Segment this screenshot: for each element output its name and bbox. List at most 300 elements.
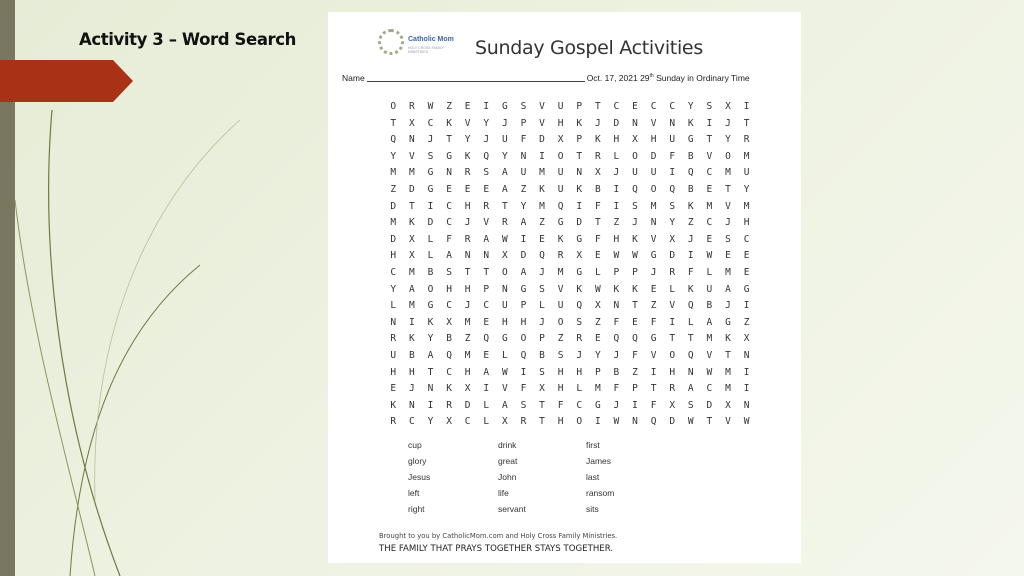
grid-letter: T xyxy=(539,416,545,428)
grid-letter: M xyxy=(390,217,397,229)
grid-letter: T xyxy=(390,117,397,129)
grid-letter: U xyxy=(557,167,564,179)
grid-letter: Z xyxy=(613,217,620,229)
grid-letter: C xyxy=(706,383,713,395)
grid-letter: U xyxy=(743,167,750,179)
grid-letter: J xyxy=(613,399,620,411)
grid-letter: X xyxy=(446,316,452,328)
grid-letter: C xyxy=(483,300,490,312)
grid-letter: C xyxy=(650,101,657,112)
grid-letter: J xyxy=(501,117,508,129)
grid-letter: V xyxy=(725,200,731,212)
grid-letter: V xyxy=(464,117,471,129)
grid-letter: K xyxy=(576,183,583,195)
grid-letter: F xyxy=(669,150,676,162)
grid-letter: R xyxy=(669,266,676,278)
grid-letter: I xyxy=(613,200,620,212)
grid-letter: N xyxy=(501,283,508,295)
grid-letter: N xyxy=(632,416,638,428)
grid-letter: R xyxy=(501,217,508,229)
grid-letter: C xyxy=(390,266,397,278)
grid-letter: R xyxy=(520,416,527,428)
grid-letter: X xyxy=(669,233,676,245)
grid-letter: J xyxy=(650,266,657,278)
grid-letter: H xyxy=(464,283,471,295)
grid-letter: X xyxy=(557,134,564,146)
grid-letter: R xyxy=(669,383,676,395)
grid-letter: Y xyxy=(464,134,471,146)
grid-letter: I xyxy=(706,117,713,129)
grid-letter: D xyxy=(520,250,527,262)
grid-letter: Q xyxy=(539,250,545,262)
grid-letter: N xyxy=(687,366,694,378)
grid-letter: M xyxy=(539,167,545,179)
grid-letter: C xyxy=(706,167,713,179)
grid-letter: T xyxy=(669,333,676,345)
grid-letter: K xyxy=(446,383,452,395)
grid-letter: J xyxy=(464,217,471,229)
grid-letter: S xyxy=(669,200,676,212)
grid-letter: K xyxy=(613,283,620,295)
grid-letter: Q xyxy=(632,333,638,345)
grid-letter: V xyxy=(409,150,415,162)
grid-letter: E xyxy=(464,101,471,112)
grid-letter: C xyxy=(409,416,415,428)
grid-letter: E xyxy=(706,233,713,245)
grid-letter: Q xyxy=(483,333,490,345)
grid-letter: E xyxy=(706,183,713,195)
grid-letter: I xyxy=(687,250,694,262)
grid-letter: Q xyxy=(390,134,397,146)
grid-letter: A xyxy=(501,183,508,195)
credit-line: Brought to you by CatholicMom.com and Holy Cross Family Ministries. xyxy=(379,532,618,540)
grid-letter: J xyxy=(725,300,731,312)
grid-letter: C xyxy=(446,217,452,229)
grid-letter: A xyxy=(706,316,713,328)
grid-letter: I xyxy=(743,101,750,112)
grid-letter: H xyxy=(446,283,452,295)
grid-letter: R xyxy=(594,150,601,162)
grid-letter: S xyxy=(557,349,564,361)
grid-letter: R xyxy=(390,333,397,345)
grid-letter: E xyxy=(594,250,601,262)
grid-letter: R xyxy=(464,167,471,179)
name-label: Name xyxy=(342,73,365,83)
grid-letter: D xyxy=(669,250,676,262)
grid-letter: S xyxy=(520,101,527,112)
grid-letter: F xyxy=(632,349,638,361)
grid-letter: U xyxy=(557,101,564,112)
grid-letter: I xyxy=(483,383,490,395)
grid-letter: L xyxy=(390,300,397,312)
grid-letter: U xyxy=(650,167,657,179)
grid-letter: G xyxy=(650,250,657,262)
grid-letter: Z xyxy=(390,183,397,195)
grid-letter: S xyxy=(687,399,694,411)
grid-letter: M xyxy=(743,200,750,212)
grid-letter: C xyxy=(743,233,750,245)
grid-letter: U xyxy=(520,167,527,179)
grid-letter: O xyxy=(669,349,676,361)
grid-letter: I xyxy=(613,183,620,195)
grid-letter: E xyxy=(632,101,638,112)
grid-letter: K xyxy=(557,233,564,245)
grid-letter: K xyxy=(594,134,601,146)
grid-letter: N xyxy=(743,399,750,411)
grid-letter: A xyxy=(725,283,731,295)
grid-letter: I xyxy=(632,399,638,411)
grid-letter: D xyxy=(613,117,620,129)
grid-letter: J xyxy=(576,349,583,361)
grid-letter: Q xyxy=(613,333,620,345)
grid-letter: L xyxy=(613,150,620,162)
grid-letter: T xyxy=(594,217,601,229)
grid-letter: G xyxy=(650,333,657,345)
grid-letter: M xyxy=(725,266,731,278)
grid-letter: K xyxy=(687,200,694,212)
grid-letter: O xyxy=(650,183,657,195)
grid-letter: U xyxy=(501,300,508,312)
grid-letter: J xyxy=(613,167,620,179)
grid-letter: P xyxy=(520,300,527,312)
grid-letter: L xyxy=(706,266,713,278)
grid-letter: E xyxy=(650,283,657,295)
grid-letter: H xyxy=(557,383,564,395)
grid-letter: N xyxy=(520,150,527,162)
grid-letter: S xyxy=(539,283,545,295)
grid-letter: W xyxy=(427,101,434,112)
grid-letter: S xyxy=(446,266,452,278)
grid-letter: S xyxy=(483,167,490,179)
word-list-item: Jesus xyxy=(408,472,431,482)
grid-letter: H xyxy=(669,366,676,378)
grid-letter: Z xyxy=(687,217,694,229)
grid-letter: M xyxy=(706,333,713,345)
grid-letter: J xyxy=(539,316,545,328)
grid-letter: O xyxy=(557,316,564,328)
grid-letter: H xyxy=(613,233,620,245)
grid-letter: M xyxy=(409,167,415,179)
grid-letter: A xyxy=(501,167,508,179)
grid-letter: S xyxy=(539,366,545,378)
grid-letter: J xyxy=(613,349,620,361)
grid-letter: A xyxy=(520,266,527,278)
grid-letter: L xyxy=(576,383,583,395)
grid-letter: P xyxy=(520,117,527,129)
grid-letter: R xyxy=(483,200,490,212)
grid-letter: E xyxy=(632,316,638,328)
word-list-item: James xyxy=(586,456,612,466)
grid-letter: M xyxy=(409,266,415,278)
grid-letter: R xyxy=(446,399,452,411)
grid-letter: C xyxy=(446,366,452,378)
grid-letter: I xyxy=(520,366,527,378)
grid-letter: K xyxy=(576,283,583,295)
grid-letter: B xyxy=(409,349,415,361)
grid-letter: Z xyxy=(539,217,545,229)
grid-letter: F xyxy=(613,316,620,328)
grid-letter: F xyxy=(687,266,694,278)
slide-title: Activity 3 – Word Search xyxy=(79,30,297,49)
grid-letter: Q xyxy=(687,167,694,179)
grid-letter: U xyxy=(501,134,508,146)
grid-letter: D xyxy=(539,134,545,146)
grid-letter: Y xyxy=(725,134,731,146)
grid-letter: X xyxy=(446,416,452,428)
grid-letter: Y xyxy=(427,416,434,428)
grid-letter: I xyxy=(743,366,750,378)
grid-letter: H xyxy=(743,217,750,229)
grid-letter: N xyxy=(464,250,471,262)
date-suffix: th xyxy=(649,73,654,80)
grid-letter: L xyxy=(427,250,434,262)
grid-letter: B xyxy=(687,183,694,195)
grid-letter: W xyxy=(687,416,694,428)
grid-letter: U xyxy=(557,183,564,195)
grid-letter: T xyxy=(483,266,490,278)
word-list-item: John xyxy=(498,472,517,482)
grid-letter: M xyxy=(464,349,471,361)
grid-letter: G xyxy=(427,183,434,195)
grid-letter: L xyxy=(483,399,490,411)
grid-letter: X xyxy=(409,250,415,262)
grid-letter: M xyxy=(539,200,545,212)
grid-letter: K xyxy=(632,233,638,245)
grid-letter: M xyxy=(706,200,713,212)
grid-letter: A xyxy=(520,217,527,229)
grid-letter: O xyxy=(576,416,583,428)
grid-letter: N xyxy=(446,167,452,179)
grid-letter: T xyxy=(706,416,713,428)
grid-letter: C xyxy=(669,101,676,112)
grid-letter: R xyxy=(743,134,750,146)
grid-letter: M xyxy=(743,150,750,162)
grid-letter: I xyxy=(539,150,545,162)
word-list-item: drink xyxy=(498,440,517,450)
grid-letter: Y xyxy=(390,150,397,162)
grid-letter: B xyxy=(594,183,601,195)
grid-letter: R xyxy=(409,101,415,112)
grid-letter: Y xyxy=(427,333,434,345)
grid-letter: W xyxy=(501,233,508,245)
grid-letter: D xyxy=(390,200,397,212)
word-list-item: cup xyxy=(408,440,422,450)
grid-letter: D xyxy=(669,416,676,428)
grid-letter: I xyxy=(669,167,676,179)
grid-letter: Q xyxy=(650,416,657,428)
grid-letter: K xyxy=(446,117,452,129)
grid-letter: X xyxy=(594,300,601,312)
grid-letter: M xyxy=(409,300,415,312)
grid-letter: B xyxy=(687,150,694,162)
grid-letter: J xyxy=(594,117,601,129)
grid-letter: J xyxy=(464,300,471,312)
grid-letter: V xyxy=(650,117,657,129)
worksheet-title: Sunday Gospel Activities xyxy=(475,37,703,59)
grid-letter: I xyxy=(427,399,434,411)
grid-letter: X xyxy=(594,167,601,179)
grid-letter: K xyxy=(427,316,434,328)
grid-letter: J xyxy=(725,217,731,229)
grid-letter: X xyxy=(501,250,508,262)
grid-letter: W xyxy=(632,250,638,262)
grid-letter: K xyxy=(464,150,471,162)
grid-letter: T xyxy=(650,383,657,395)
grid-letter: N xyxy=(427,383,434,395)
grid-letter: E xyxy=(725,250,731,262)
grid-letter: E xyxy=(539,233,545,245)
grid-letter: X xyxy=(409,233,415,245)
grid-letter: E xyxy=(483,183,490,195)
grid-letter: K xyxy=(687,117,694,129)
grid-letter: Q xyxy=(446,349,452,361)
grid-letter: H xyxy=(557,366,564,378)
grid-letter: D xyxy=(576,217,583,229)
grid-letter: P xyxy=(632,266,638,278)
grid-letter: H xyxy=(464,200,471,212)
name-date-row xyxy=(342,73,750,83)
grid-letter: P xyxy=(632,383,638,395)
grid-letter: P xyxy=(576,134,583,146)
grid-letter: S xyxy=(520,399,527,411)
grid-letter: J xyxy=(427,134,434,146)
grid-letter: T xyxy=(725,183,731,195)
grid-letter: X xyxy=(409,117,415,129)
grid-letter: V xyxy=(725,416,731,428)
grid-letter: G xyxy=(427,167,434,179)
grid-letter: H xyxy=(464,366,471,378)
grid-letter: S xyxy=(427,150,434,162)
grid-letter: E xyxy=(446,183,452,195)
grid-letter: H xyxy=(390,366,397,378)
grid-letter: G xyxy=(576,266,583,278)
grid-letter: D xyxy=(706,399,713,411)
word-list-item: great xyxy=(498,456,518,466)
grid-letter: K xyxy=(687,283,694,295)
grid-letter: G xyxy=(594,399,601,411)
grid-letter: I xyxy=(520,233,527,245)
grid-letter: G xyxy=(576,233,583,245)
grid-letter: M xyxy=(464,316,471,328)
grid-letter: W xyxy=(613,250,620,262)
grid-letter: M xyxy=(594,383,601,395)
grid-letter: W xyxy=(743,416,750,428)
grid-letter: N xyxy=(743,349,750,361)
grid-letter: P xyxy=(539,333,545,345)
grid-letter: H xyxy=(390,250,397,262)
grid-letter: B xyxy=(613,366,620,378)
grid-letter: T xyxy=(725,349,731,361)
grid-letter: N xyxy=(613,300,620,312)
grid-letter: R xyxy=(576,333,583,345)
grid-letter: T xyxy=(706,134,713,146)
grid-letter: I xyxy=(743,383,750,395)
grid-letter: K xyxy=(576,117,583,129)
grid-letter: F xyxy=(520,134,527,146)
grid-letter: C xyxy=(464,416,471,428)
grid-letter: P xyxy=(613,266,620,278)
grid-letter: V xyxy=(483,217,490,229)
grid-letter: U xyxy=(557,300,564,312)
grid-letter: X xyxy=(743,333,750,345)
grid-letter: U xyxy=(706,283,713,295)
grid-letter: K xyxy=(409,333,415,345)
grid-letter: L xyxy=(687,316,694,328)
grid-letter: E xyxy=(483,349,490,361)
grid-letter: Z xyxy=(632,366,638,378)
grid-letter: Y xyxy=(687,101,694,112)
grid-letter: T xyxy=(409,200,415,212)
grid-letter: A xyxy=(687,383,694,395)
grid-letter: M xyxy=(650,200,657,212)
grid-letter: Y xyxy=(743,183,750,195)
grid-letter: N xyxy=(390,316,397,328)
grid-letter: N xyxy=(650,217,657,229)
grid-letter: G xyxy=(446,150,452,162)
grid-letter: W xyxy=(613,416,620,428)
grid-letter: I xyxy=(576,200,583,212)
grid-letter: O xyxy=(632,150,638,162)
grid-letter: H xyxy=(501,316,508,328)
grid-letter: E xyxy=(743,250,750,262)
grid-letter: N xyxy=(409,399,415,411)
grid-letter: X xyxy=(539,383,545,395)
grid-letter: H xyxy=(576,366,583,378)
grid-letter: S xyxy=(632,200,638,212)
grid-letter: V xyxy=(650,349,657,361)
grid-letter: O xyxy=(427,283,434,295)
grid-letter: N xyxy=(409,134,415,146)
grid-letter: K xyxy=(632,283,638,295)
grid-letter: L xyxy=(669,283,676,295)
grid-letter: F xyxy=(557,399,564,411)
grid-letter: I xyxy=(594,416,601,428)
grid-letter: E xyxy=(464,183,471,195)
grid-letter: N xyxy=(576,167,583,179)
grid-letter: E xyxy=(594,333,601,345)
grid-letter: J xyxy=(483,134,490,146)
grid-letter: T xyxy=(446,134,452,146)
grid-letter: G xyxy=(501,333,508,345)
grid-letter: G xyxy=(687,134,694,146)
grid-letter: G xyxy=(520,283,527,295)
grid-letter: Z xyxy=(743,316,750,328)
grid-letter: T xyxy=(464,266,471,278)
grid-letter: Q xyxy=(483,150,490,162)
grid-letter: W xyxy=(706,250,713,262)
grid-letter: T xyxy=(594,101,601,112)
grid-letter: D xyxy=(650,150,657,162)
grid-letter: V xyxy=(501,383,508,395)
grid-letter: X xyxy=(464,383,471,395)
grid-letter: Y xyxy=(669,217,676,229)
grid-letter: L xyxy=(594,266,601,278)
grid-letter: U xyxy=(390,349,397,361)
word-list-item: ransom xyxy=(586,488,615,498)
grid-letter: Y xyxy=(483,117,490,129)
grid-letter: D xyxy=(427,217,434,229)
grid-letter: V xyxy=(539,117,545,129)
word-search-worksheet xyxy=(328,12,801,563)
grid-letter: M xyxy=(725,383,731,395)
grid-letter: M xyxy=(557,266,564,278)
grid-letter: G xyxy=(501,101,508,112)
grid-letter: V xyxy=(669,300,676,312)
grid-letter: Z xyxy=(557,333,564,345)
grid-letter: M xyxy=(725,366,731,378)
grid-letter: V xyxy=(706,150,713,162)
word-list-item: left xyxy=(408,488,420,498)
